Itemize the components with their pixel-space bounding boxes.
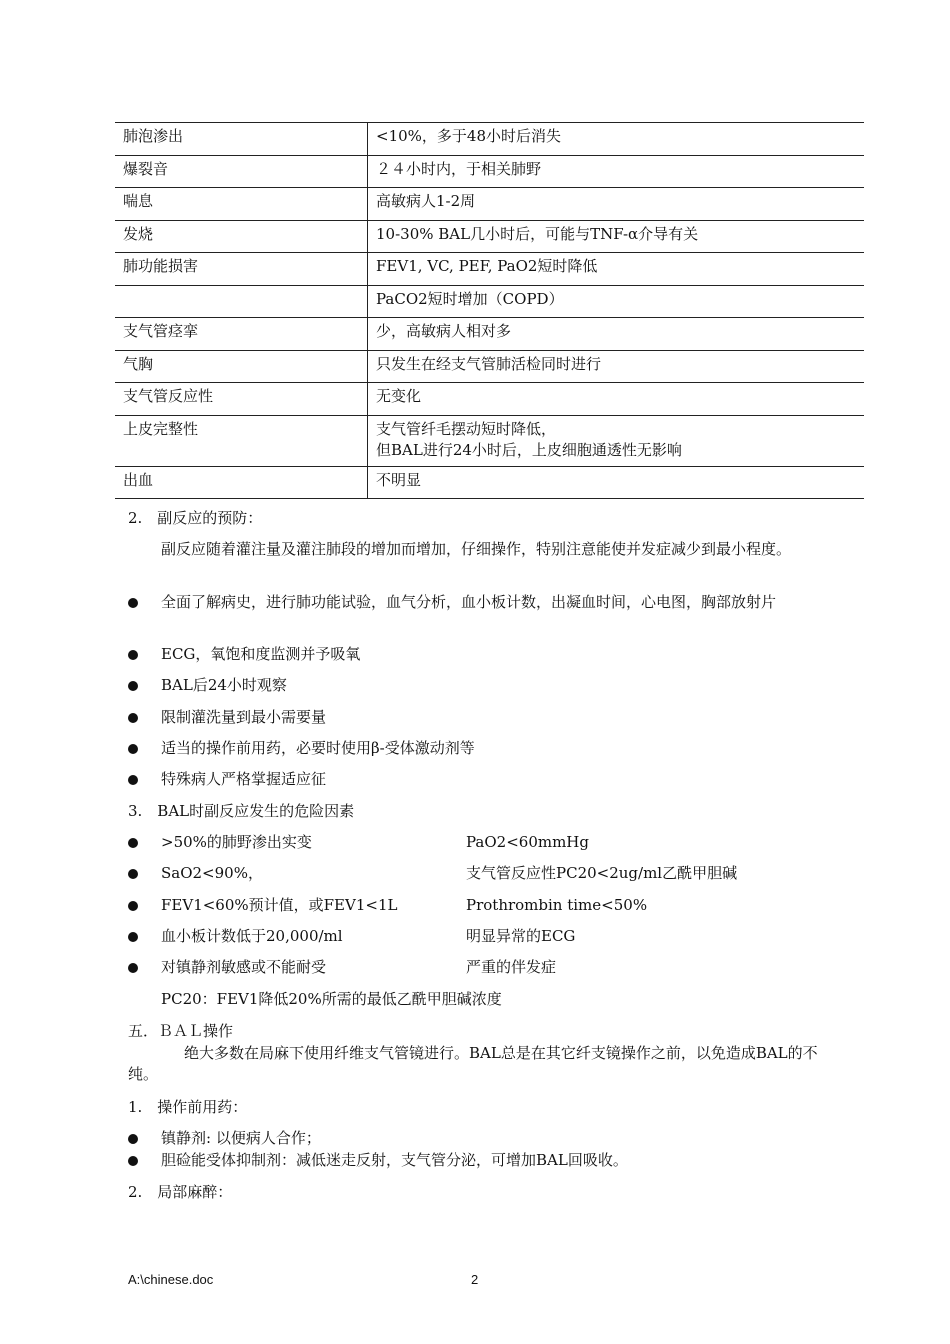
bullet-icon (128, 1134, 138, 1144)
table-cell-label: 气胸 (115, 350, 368, 383)
table-cell-label: 肺泡渗出 (115, 123, 368, 156)
document-page: 肺泡渗出 <10%，多于48小时后消失 爆裂音 ２４小时内，于相关肺野 喘息 高敏病人1-2周 发烧 10-30% BAL几小时后，可能与TNF-α介导有关 肺功能损害 FEV1, VC, PEF, PaO2短时降低 PaCO2短时增加（COPD） 支气管痉挛 少，高敏病人相对多 气胸 只发生在经支气管肺活检同时进行 支气管反应性 无变化 上皮完整性 支气管纤毛摆动短时降低， 但BAL进行24小时后，上皮细胞通透性无影响 出血 不明显 2. 副反应的预防： 副反应随着灌注量及灌注肺段的增加而增加，仔细操作，特别注意能使并发症减少到最小程度。 全面了解病史，进行肺功能试验，血气分析，血小板计数，出凝血时间，心电图，胸部放射片 ECG，氧饱和度监测并予吸氧 BAL后24小时观察 限制灌洗量到最小需要量 适当的操作前用药，必要时使用β-受体激动剂等 特殊病人严格掌握适应征 3. BAL时副反应发生的危险因素 >50%的肺野渗出实变 PaO2<60mmHg SaO2<90%， 支气管反应性PC20<2ug/ml乙酰甲胆碱 FEV1<60%预计值，或FEV1<1L Prothrombin time<50% 血小板计数低于20,000/ml 明显异常的ECG 对镇静剂敏感或不能耐受 严重的伴发症 PC20：FEV1降低20%所需的最低乙酰甲胆碱浓度 五．ＢＡＬ操作 绝大多数在局麻下使用纤维支气管镜进行。BAL总是在其它纤支镜操作之前，以免造成BAL的不纯。 1. 操作前用药： 镇静剂: 以便病人合作； 胆硷能受体抑制剂：减低迷走反射，支气管分泌，可增加BAL回吸收。 2. 局部麻醉： A:\chinese.doc 2 (0, 0, 950, 1344)
table-cell-value (368, 350, 865, 383)
table-row (115, 123, 864, 156)
table-cell-text: 高敏病人1-2周 (376, 192, 476, 210)
bullet-icon (128, 681, 138, 691)
bullet-icon (128, 963, 138, 973)
table-cell-value (368, 155, 865, 188)
table-cell-text: 无变化 (376, 387, 422, 405)
operation-intro: 绝大多数在局麻下使用纤维支气管镜进行。BAL总是在其它纤支镜操作之前，以免造成BAL的不纯。 (128, 1044, 818, 1083)
table-row (115, 318, 864, 351)
prevention-heading: 2. 副反应的预防： (128, 509, 263, 527)
bullet-icon (128, 869, 138, 879)
table-cell-label: 出血 (115, 466, 368, 499)
bullet-icon (128, 901, 138, 911)
bullet-icon (128, 775, 138, 785)
table-cell-text: PaCO2短时增加（COPD） (376, 289, 564, 308)
table-cell-value (368, 220, 865, 253)
footer-page-number: 2 (471, 1272, 479, 1287)
risk-heading: 3. BAL时副反应发生的危险因素 (128, 802, 355, 820)
anesthesia-heading: 2. 局部麻醉： (128, 1183, 233, 1201)
table-row (115, 188, 864, 221)
table-row (115, 253, 864, 286)
table-row (115, 285, 864, 318)
risk-note: PC20：FEV1降低20%所需的最低乙酰甲胆碱浓度 (161, 990, 502, 1008)
prevention-intro: 副反应随着灌注量及灌注肺段的增加而增加，仔细操作，特别注意能使并发症减少到最小程度。 (161, 540, 792, 558)
table-cell-text: 少，高敏病人相对多 (376, 322, 512, 340)
table-cell-text: 不明显 (376, 470, 422, 489)
table-cell-label: 发烧 (115, 220, 368, 253)
table-cell-text: 只发生在经支气管肺活检同时进行 (376, 354, 602, 373)
table-cell-text: <10%，多于48小时后消失 (376, 127, 561, 145)
table-row (115, 350, 864, 383)
table-cell-value (368, 123, 865, 156)
table-cell-label: 支气管反应性 (115, 383, 368, 416)
bullet-icon (128, 838, 138, 848)
bullet-icon (128, 598, 138, 608)
table-cell-text: ２４小时内，于相关肺野 (376, 159, 542, 178)
table-cell-value (368, 383, 865, 416)
table-cell-label: 肺功能损害 (115, 253, 368, 286)
table-cell-value (368, 466, 865, 499)
bullet-icon (128, 713, 138, 723)
table-cell-label: 喘息 (115, 188, 368, 221)
table-cell-label (115, 285, 368, 318)
side-effects-table (115, 122, 864, 499)
table-cell-text: 10-30% BAL几小时后，可能与TNF-α介导有关 (376, 224, 699, 243)
premed-heading: 1. 操作前用药： (128, 1098, 248, 1116)
bullet-icon (128, 650, 138, 660)
table-cell-value (368, 188, 865, 221)
table-row (115, 383, 864, 416)
table-cell-value (368, 318, 865, 351)
table-cell-text: 支气管纤毛摆动短时降低， (376, 419, 557, 438)
bullet-icon (128, 932, 138, 942)
table-row (115, 220, 864, 253)
table-cell-text: 但BAL进行24小时后，上皮细胞通透性无影响 (376, 440, 682, 459)
table-cell-value (368, 253, 865, 286)
table-cell-label: 支气管痉挛 (115, 318, 368, 351)
bullet-icon (128, 1156, 138, 1166)
table-cell-text: FEV1, VC, PEF, PaO2短时降低 (376, 257, 598, 275)
table-cell-label: 上皮完整性 (115, 415, 368, 466)
table-row (115, 415, 864, 466)
table-cell-value (368, 285, 865, 318)
table-cell-value (368, 415, 865, 466)
table-row (115, 155, 864, 188)
operation-heading: 五．ＢＡＬ操作 (128, 1022, 234, 1040)
table-cell-label: 爆裂音 (115, 155, 368, 188)
footer-filename: A:\chinese.doc (128, 1272, 214, 1287)
bullet-icon (128, 744, 138, 754)
table-row (115, 466, 864, 499)
